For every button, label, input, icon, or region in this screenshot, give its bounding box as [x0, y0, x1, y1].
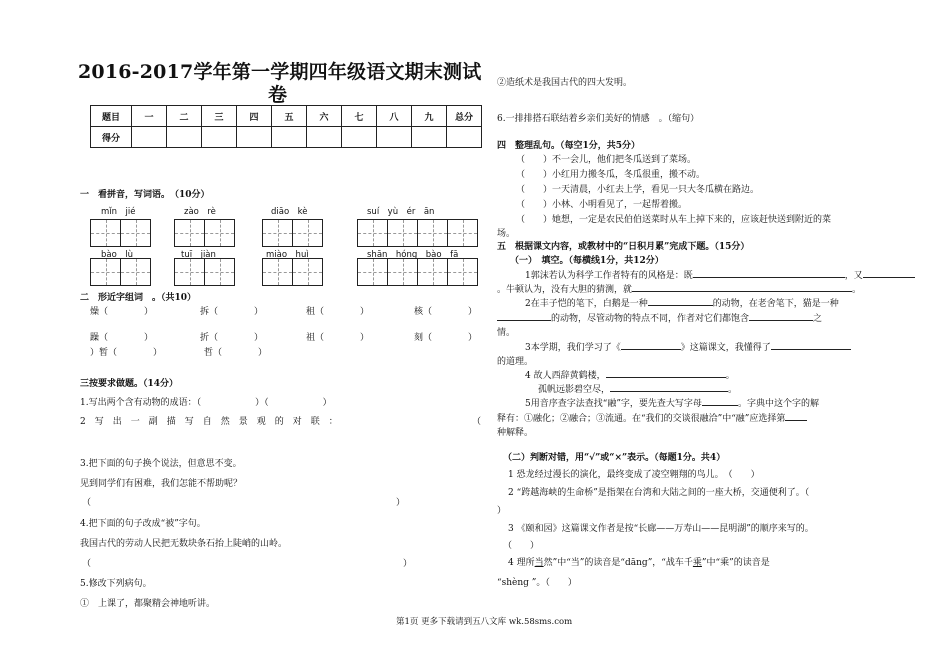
score-header-cell: 四 — [237, 106, 272, 127]
judge-item: 3 《颐和园》这篇课文作者是按“长廊——万寿山——昆明湖”的顺序来写的。 — [508, 524, 814, 534]
score-header-cell: 八 — [377, 106, 412, 127]
fill-blank[interactable] — [863, 268, 915, 278]
underlined-char: 乘 — [692, 558, 702, 568]
score-input-cell[interactable] — [132, 127, 167, 148]
page-footer: 第1页 更多下载请到五八文库 wk.58sms.com — [396, 617, 573, 627]
score-table — [90, 105, 482, 148]
fill-blank[interactable] — [610, 382, 728, 392]
writing-grid — [357, 258, 477, 286]
fill-text — [497, 411, 807, 424]
fill-blank[interactable] — [497, 311, 551, 321]
writing-cell[interactable] — [204, 219, 235, 247]
char-pair: 刻（ ） — [414, 333, 478, 343]
writing-cell[interactable] — [387, 258, 418, 286]
pinyin-label: mǐn jié — [101, 207, 136, 217]
score-header-cell: 三 — [202, 106, 237, 127]
score-header-cell: 一 — [132, 106, 167, 127]
section5-heading: 五 根据课文内容，或教材中的“日积月累”完成下题。（15分） — [497, 242, 750, 252]
score-table-header-row — [91, 106, 482, 127]
char-pair: 燥（ ） — [90, 307, 154, 317]
char-pair: 租（ ） — [306, 307, 370, 317]
writing-grid — [174, 258, 234, 286]
question: 3.把下面的句子换个说法，但意思不变。 — [80, 459, 242, 469]
question-sentence: 见到同学们有困难，我们怎能不帮助呢？ — [80, 479, 243, 489]
writing-cell[interactable] — [447, 219, 478, 247]
writing-cell[interactable] — [357, 219, 388, 247]
judge-text-part: ”中“乘”的读音是 — [701, 558, 770, 568]
score-header-cell: 九 — [412, 106, 447, 127]
question-sentence: ②造纸术是我国古代的四大发明。 — [497, 78, 633, 88]
score-input-cell[interactable] — [412, 127, 447, 148]
fill-text — [525, 368, 735, 381]
fill-text-part: 1郭沫若认为科学工作者特有的风格是：既 — [525, 271, 693, 281]
score-header-cell: 六 — [307, 106, 342, 127]
writing-cell[interactable] — [90, 258, 121, 286]
writing-grid — [262, 258, 322, 286]
fill-text-part: 2在丰子恺的笔下，白鹅是一种 — [525, 299, 648, 309]
writing-cell[interactable] — [417, 258, 448, 286]
underlined-char: 当 — [534, 558, 544, 568]
exam-title-line2: 卷 — [268, 84, 288, 106]
fill-text-part: 的动物，尽管动物的特点不同，作者对它们都饱含 — [551, 314, 750, 324]
score-header-cell: 五 — [272, 106, 307, 127]
score-input-cell[interactable] — [202, 127, 237, 148]
writing-cell[interactable] — [357, 258, 388, 286]
char-pair: 祖（ ） — [306, 333, 370, 343]
score-input-cell[interactable] — [272, 127, 307, 148]
score-header-cell: 题目 — [91, 106, 132, 127]
pinyin-label: miào huì — [266, 250, 309, 260]
answer-bracket: （ — [472, 417, 482, 427]
char-pair: 核（ ） — [414, 307, 478, 317]
fill-text-part: 。 — [728, 385, 738, 395]
char-pair: 哲（ ） — [204, 348, 268, 358]
judge-item-cont: （ ） — [503, 541, 540, 551]
score-header-cell: 七 — [342, 106, 377, 127]
question: 2 写 出 一 副 描 写 自 然 景 观 的 对 联 ： — [80, 417, 338, 427]
fill-blank[interactable] — [632, 282, 852, 292]
fill-text-part: 5用音序查字法查找“融”字，要先查大写字母 — [525, 399, 702, 409]
fill-blank[interactable] — [693, 268, 845, 278]
fill-text — [525, 268, 915, 281]
fill-text — [525, 296, 839, 309]
writing-grid — [90, 219, 150, 247]
writing-cell[interactable] — [174, 219, 205, 247]
score-input-cell[interactable] — [447, 127, 482, 148]
pinyin-label: suí yù ér ān — [367, 207, 435, 217]
char-pair: 折（ ） — [200, 333, 264, 343]
writing-cell[interactable] — [447, 258, 478, 286]
score-header-cell: 二 — [167, 106, 202, 127]
writing-cell[interactable] — [90, 219, 121, 247]
fill-text-part: 3本学期，我们学习了《 — [525, 343, 621, 353]
fill-text-part: 之 — [813, 314, 823, 324]
char-pair: ）暂（ ） — [90, 348, 163, 358]
fill-text-part: 。 — [725, 371, 735, 381]
writing-grid — [174, 219, 234, 247]
writing-grid — [90, 258, 150, 286]
writing-cell[interactable] — [292, 258, 323, 286]
judge-text-part: 4 理所 — [508, 558, 535, 568]
writing-grid — [357, 219, 477, 247]
pinyin-label: zào rè — [184, 207, 216, 217]
writing-cell[interactable] — [387, 219, 418, 247]
fill-text: 种解释。 — [497, 428, 534, 438]
pinyin-label: diāo kè — [271, 207, 308, 217]
exam-title-line1: 2016-2017学年第一学期四年级语文期末测试 — [78, 61, 482, 83]
fill-blank[interactable] — [749, 311, 813, 321]
question-sentence: ① 上课了，都聚精会神地听讲。 — [80, 599, 216, 609]
section3-heading: 三按要求做题。（14分） — [80, 379, 179, 389]
fill-text-part: 。 — [852, 285, 862, 295]
score-row-label: 得分 — [91, 127, 132, 148]
writing-cell[interactable] — [120, 258, 151, 286]
answer-bracket: （ — [82, 498, 92, 508]
judge-item — [508, 555, 770, 568]
fill-text-part: 》这篇课文，我懂得了 — [680, 343, 771, 353]
fill-text — [525, 396, 819, 409]
sentence-order-item: （ ）小林、小明看见了，一起帮着搬。 — [516, 200, 688, 210]
fill-text-part: 4 故人西辞黄鹤楼， — [525, 371, 606, 381]
question: 6.一排排搭石联结着乡亲们美好的情感 。（缩句） — [497, 114, 700, 124]
fill-text-part: 。字典中这个字的解 — [737, 399, 819, 409]
writing-cell[interactable] — [417, 219, 448, 247]
answer-bracket: ） — [403, 559, 413, 569]
writing-cell[interactable] — [292, 219, 323, 247]
question-sentence: 我国古代的劳动人民把无数块条石抬上陡峭的山岭。 — [80, 539, 288, 549]
writing-cell[interactable] — [204, 258, 235, 286]
answer-bracket: ） — [396, 498, 406, 508]
fill-text — [497, 311, 822, 324]
fill-blank[interactable] — [606, 368, 726, 378]
fill-text: 情。 — [497, 328, 516, 338]
judge-item-cont: “shèng ”。（ ） — [497, 578, 577, 588]
score-input-cell[interactable] — [342, 127, 377, 148]
section1-heading: 一 看拼音，写词语。 （10分） — [80, 190, 210, 200]
fill-text — [525, 340, 851, 353]
section5-sub1-heading: （一） 填空。（每横线1分，共12分） — [510, 256, 664, 266]
score-input-cell[interactable] — [377, 127, 412, 148]
answer-bracket: （ — [82, 559, 92, 569]
fill-text-part: 释有：①融化；②融合；③流通。在“我们的交谈很融洽”中“融”应选择第 — [497, 414, 786, 424]
score-input-cell[interactable] — [307, 127, 342, 148]
pinyin-label: shān hóng bào fā — [367, 250, 459, 260]
sentence-order-item: （ ）不一会儿，他们把冬瓜送到了菜场。 — [516, 155, 697, 165]
judge-item-cont: ） — [497, 506, 507, 516]
sentence-order-item: （ ）小红用力搬冬瓜，冬瓜很重，搬不动。 — [516, 170, 706, 180]
question: 1.写出两个含有动物的成语：（ ）（ ） — [80, 398, 332, 408]
fill-text — [538, 382, 737, 395]
section5-sub2-heading: （二）判断对错，用“√”或“×”表示。（每题1分。共4） — [503, 453, 726, 463]
sentence-order-item: （ ）一天清晨，小红去上学，看见一只大冬瓜横在路边。 — [516, 185, 760, 195]
fill-text-part: ，又 — [844, 271, 863, 281]
fill-text-part: 。牛顿认为，没有大胆的猜测，就 — [497, 285, 633, 295]
writing-cell[interactable] — [120, 219, 151, 247]
fill-text: 的道理。 — [497, 357, 534, 367]
char-pair: 躁（ ） — [90, 333, 154, 343]
judge-item: 2 “跨越海峡的生命桥”是指架在台湾和大陆之间的一座大桥，交通便利了。（ — [508, 488, 810, 498]
char-pair: 拆（ ） — [200, 307, 264, 317]
score-table-score-row — [91, 127, 482, 148]
pinyin-label: tuī jiàn — [181, 250, 216, 260]
question: 4.把下面的句子改成“被”字句。 — [80, 519, 206, 529]
score-input-cell[interactable] — [167, 127, 202, 148]
sentence-order-item-cont: 场。 — [497, 229, 516, 239]
judge-item: 1 恐龙经过漫长的演化，最终变成了凌空翱翔的鸟儿。 （ ） — [508, 470, 760, 480]
fill-text — [497, 282, 861, 295]
fill-blank[interactable] — [702, 396, 738, 406]
writing-cell[interactable] — [174, 258, 205, 286]
sentence-order-item: （ ）她想，一定是农民伯伯送菜时从车上掉下来的，应该赶快送到附近的菜 — [516, 215, 832, 225]
judge-text-part: 然”中“当”的读音是“dāng”，“战车千 — [543, 558, 693, 568]
question: 5.修改下列病句。 — [80, 579, 152, 589]
score-header-cell: 总分 — [447, 106, 482, 127]
section4-heading: 四 整理乱句。（每空1分，共5分） — [497, 141, 641, 151]
pinyin-label: bào lù — [101, 250, 134, 260]
writing-cell[interactable] — [262, 258, 293, 286]
fill-blank[interactable] — [648, 296, 713, 306]
writing-cell[interactable] — [262, 219, 293, 247]
fill-text-part: 的动物，在老舍笔下，猫是一种 — [712, 299, 839, 309]
fill-text-part: 孤帆远影碧空尽， — [538, 385, 611, 395]
fill-blank[interactable] — [771, 340, 851, 350]
writing-grid — [262, 219, 322, 247]
fill-blank[interactable] — [621, 340, 681, 350]
section2-heading: 二 形近字组词 。（共10） — [80, 293, 197, 303]
score-input-cell[interactable] — [237, 127, 272, 148]
fill-blank[interactable] — [785, 411, 807, 421]
